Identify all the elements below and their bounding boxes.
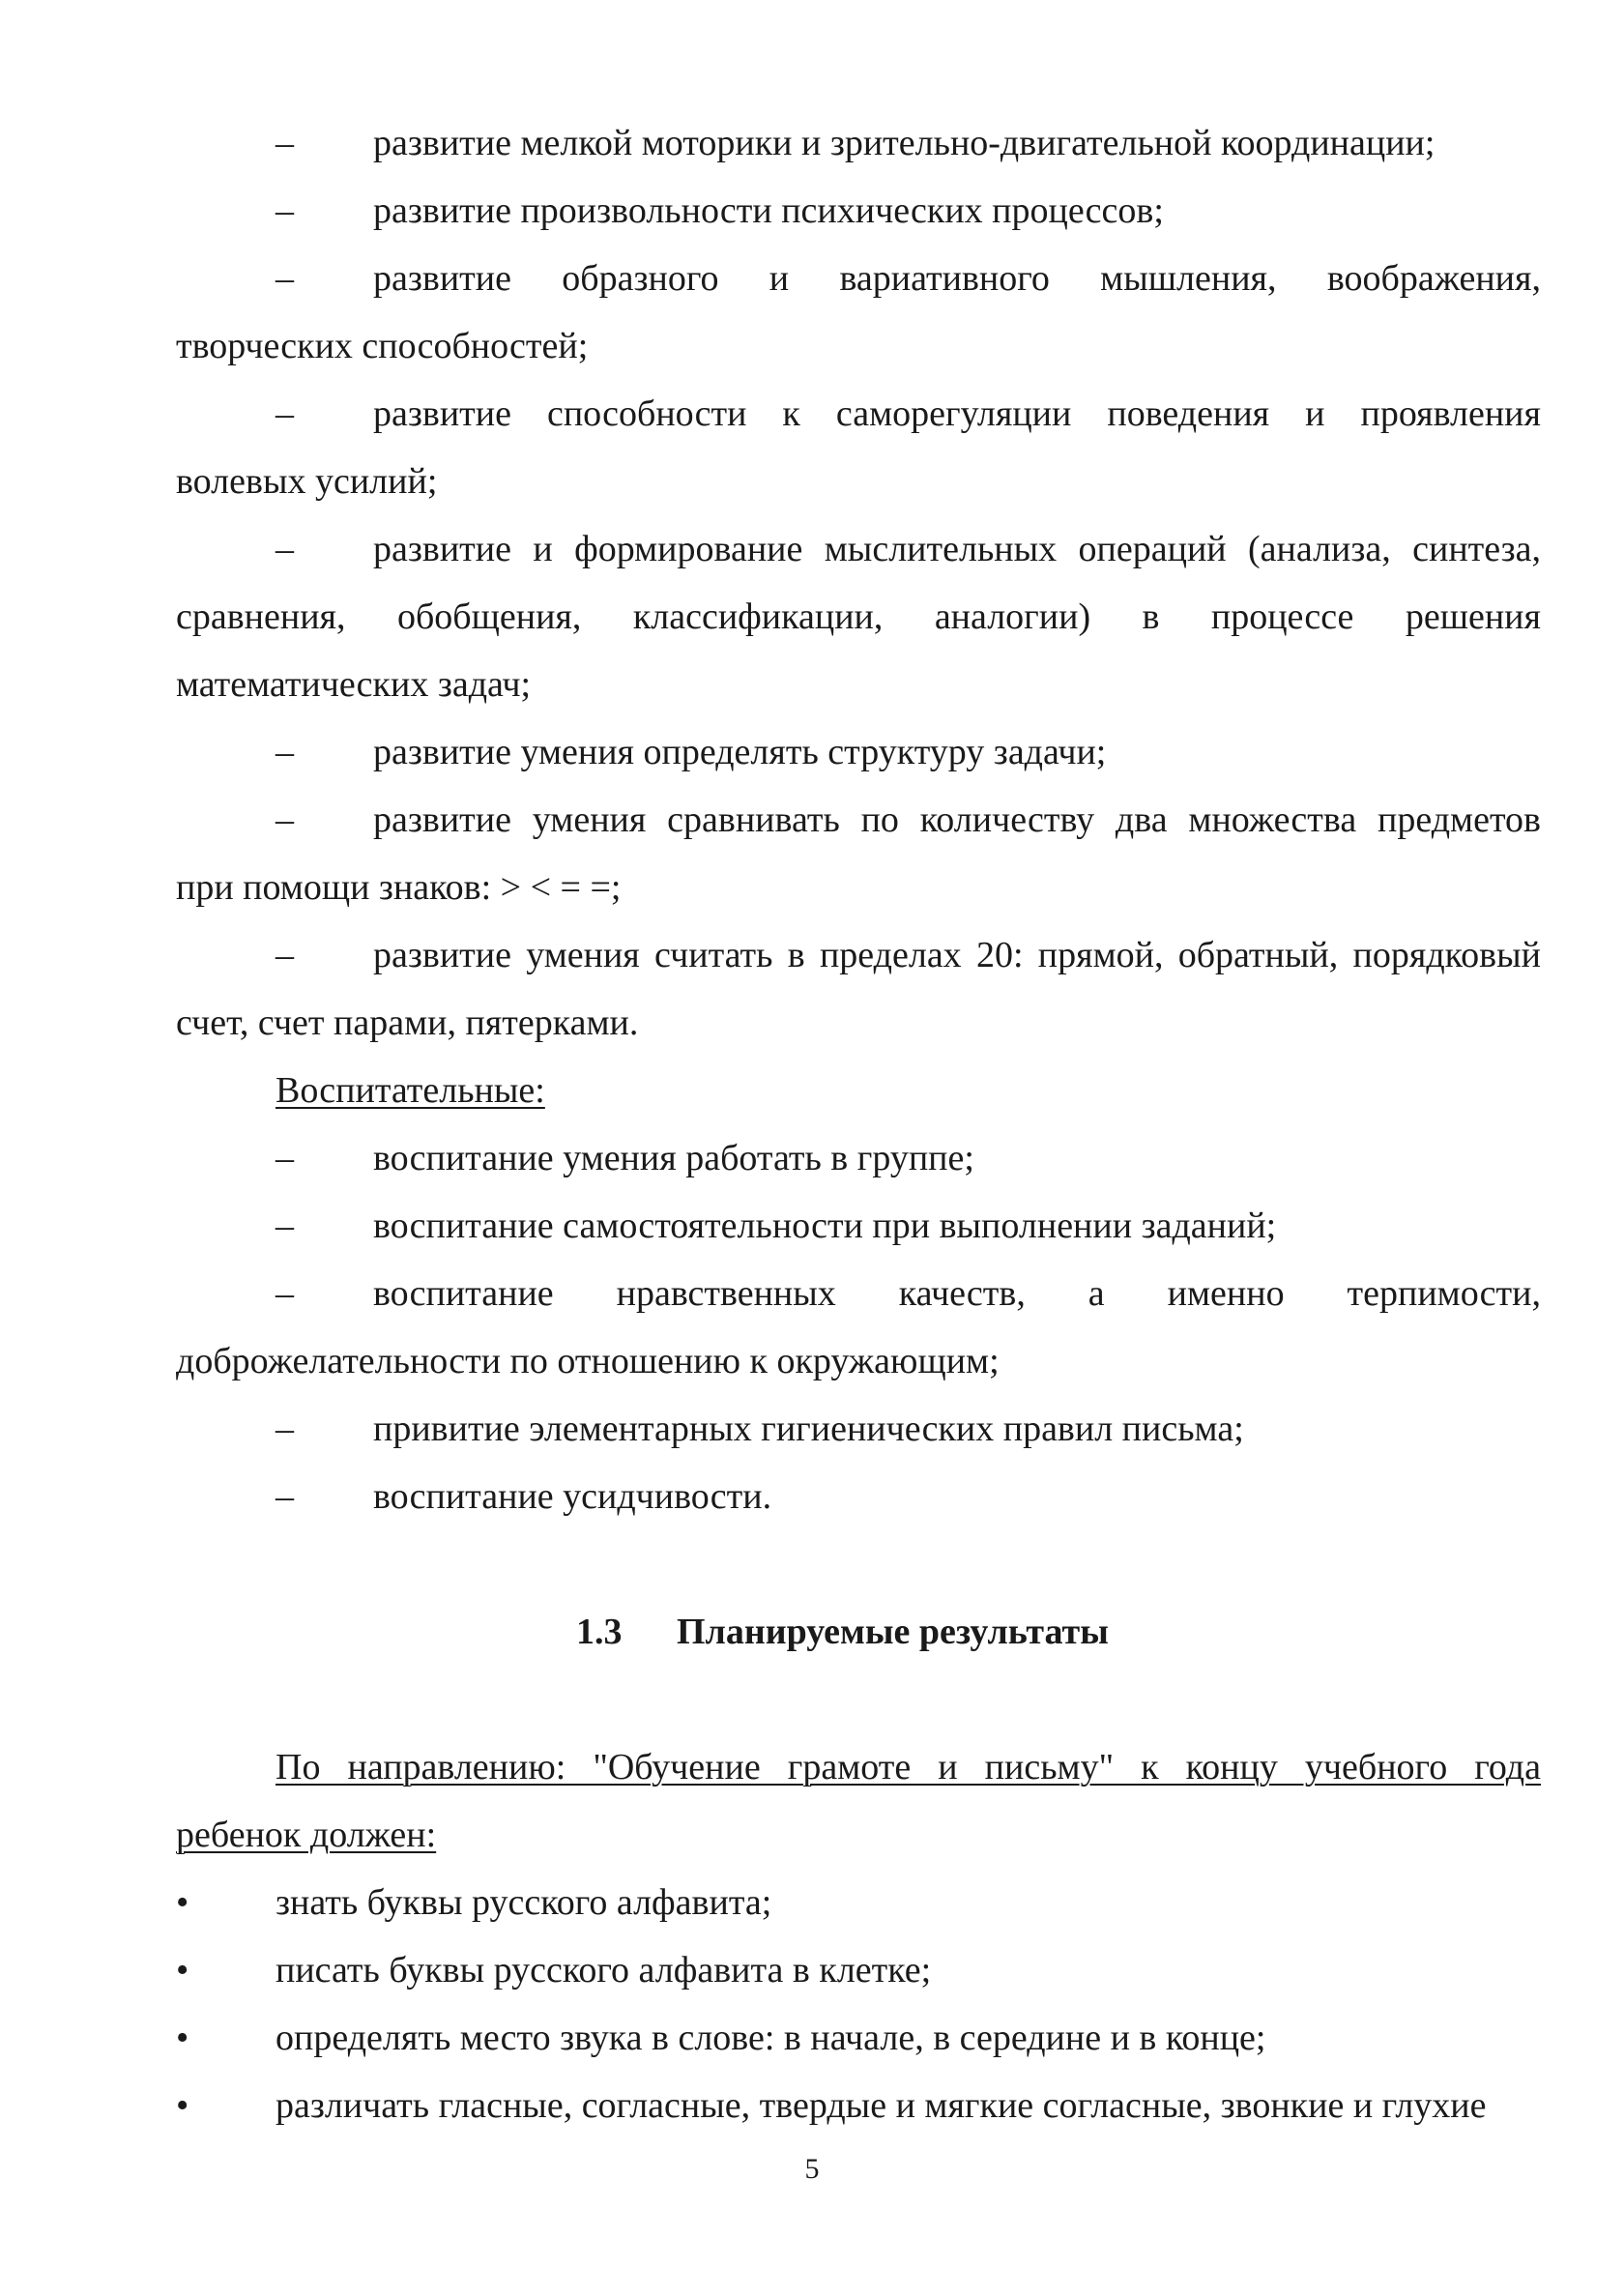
list-item-text: математических задач; [176,664,532,705]
bullet-marker: • [176,2018,189,2058]
list-item-text: воспитание умения работать в группе; [373,1138,974,1178]
dash-marker: – [276,935,294,975]
dash-marker: – [276,529,294,569]
direction-intro-line: По направлению: "Обучение грамоте и письму" к концу учебного года [276,1747,1541,1787]
direction-intro-line: ребенок должен: [176,1815,437,1855]
list-item-text: творческих способностей; [176,326,589,366]
list-item-text: доброжелательности по отношению к окружающим; [176,1341,1000,1381]
list-item-text: развитие мелкой моторики и зрительно-двигательной координации; [373,123,1436,163]
dash-marker: – [276,1273,294,1314]
dash-marker: – [276,1476,294,1517]
bullet-marker: • [176,1950,189,1991]
bullet-item-text: различать гласные, согласные, твердые и мягкие согласные, звонкие и глухие [276,2085,1487,2126]
list-item-text: привитие элементарных гигиенических правил письма; [373,1409,1244,1449]
dash-marker: – [276,190,294,231]
list-item-text: развитие образного и вариативного мышления, воображения, [373,258,1541,299]
dash-marker: – [276,258,294,299]
list-item-text: при помощи знаков: > < = =; [176,867,622,908]
dash-marker: – [276,1138,294,1178]
list-item-text: развитие способности к саморегуляции поведения и проявления [373,393,1541,434]
dash-marker: – [276,1409,294,1449]
bullet-item-text: писать буквы русского алфавита в клетке; [276,1950,932,1991]
list-item-text: развитие умения сравнивать по количеству два множества предметов [373,799,1541,840]
dash-marker: – [276,732,294,772]
list-item-text: счет, счет парами, пятерками. [176,1003,639,1043]
list-item-text: сравнения, обобщения, классификации, аналогии) в процессе решения [176,596,1541,637]
list-item-text: развитие умения считать в пределах 20: прямой, обратный, порядковый [373,935,1541,975]
bullet-item-text: знать буквы русского алфавита; [276,1882,772,1923]
list-item-text: волевых усилий; [176,461,438,502]
upbringing-heading: Воспитательные: [276,1070,545,1111]
dash-marker: – [276,1206,294,1246]
section-title: Планируемые результаты [677,1612,1109,1652]
section-number: 1.3 [576,1612,623,1652]
bullet-item-text: определять место звука в слове: в начале, в середине и в конце; [276,2018,1266,2058]
list-item-text: воспитание самостоятельности при выполнении заданий; [373,1206,1277,1246]
dash-marker: – [276,799,294,840]
dash-marker: – [276,123,294,163]
list-item-text: развитие произвольности психических процессов; [373,190,1164,231]
list-item-text: развитие умения определять структуру задачи; [373,732,1107,772]
list-item-text: воспитание усидчивости. [373,1476,772,1517]
bullet-marker: • [176,1882,189,1923]
list-item-text: воспитание нравственных качеств, а именно терпимости, [373,1273,1541,1314]
page-number: 5 [804,2153,820,2185]
dash-marker: – [276,393,294,434]
bullet-marker: • [176,2085,189,2126]
list-item-text: развитие и формирование мыслительных операций (анализа, синтеза, [373,529,1541,569]
